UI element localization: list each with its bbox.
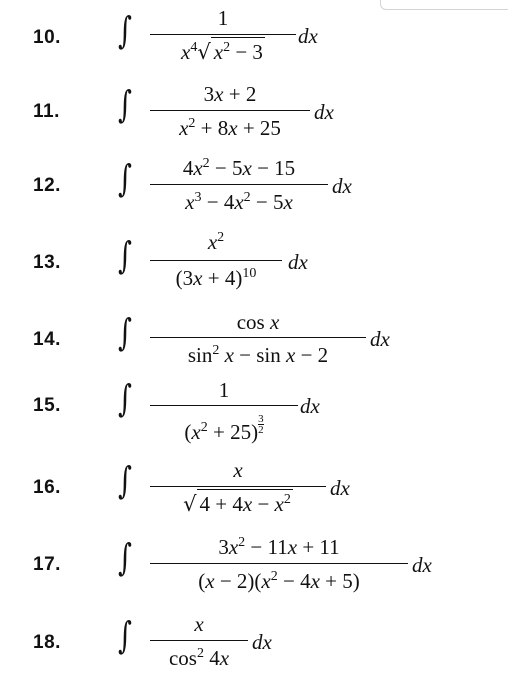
denominator: $(3x + 4)^{10}$ (175, 266, 257, 290)
denominator: √ $4 + 4x - x^2$ (150, 494, 326, 515)
differential: dx (370, 327, 390, 351)
problem-number: 12. (33, 175, 61, 196)
differential: dx (412, 553, 432, 577)
integral-sign: ∫ (118, 459, 132, 502)
integral-sign: ∫ (118, 377, 132, 420)
denominator: $x^3 - 4x^2 - 5x$ (185, 190, 293, 214)
fraction-bar (150, 184, 328, 185)
integral-sign: ∫ (118, 311, 132, 354)
integral-sign: ∫ (118, 9, 132, 52)
fraction-bar (150, 260, 282, 261)
integral-sign: ∫ (118, 83, 132, 126)
window-corner-tab (380, 0, 508, 10)
problem-number: 17. (33, 554, 61, 575)
numerator: $x^2$ (207, 230, 225, 254)
denominator: $(x^2 + 25)$ $\frac{3}{2}$ (184, 413, 264, 444)
numerator: cos x (236, 310, 280, 334)
denominator: $\cos^2 4x$ (168, 646, 230, 670)
fraction-bar (150, 563, 408, 564)
fraction-bar (150, 34, 296, 35)
numerator: x (233, 458, 243, 482)
denominator: $\sin^2 x - \sin x - 2$ (187, 343, 329, 367)
numerator: 1 (218, 378, 230, 402)
differential: dx (288, 250, 308, 274)
integral-sign: ∫ (118, 157, 132, 200)
problem-number: 13. (33, 252, 61, 273)
problem-number: 16. (33, 477, 61, 498)
problem-number: 11. (33, 101, 60, 122)
fraction-bar (150, 640, 248, 641)
fraction-bar (150, 337, 366, 338)
numerator: 3x + 2 (203, 82, 257, 106)
fraction-bar (150, 110, 310, 111)
problem-number: 10. (33, 27, 61, 48)
differential: dx (300, 394, 320, 418)
differential: dx (298, 24, 318, 48)
denominator: $(x - 2)(x^2 - 4x + 5)$ (198, 569, 360, 593)
numerator: $3x^2 - 11x + 11$ (218, 535, 340, 559)
differential: dx (252, 630, 272, 654)
problem-number: 15. (33, 395, 61, 416)
problem-number: 18. (33, 632, 61, 653)
numerator: 1 (217, 6, 229, 30)
problem-number: 14. (33, 329, 61, 350)
denominator: $x^2 + 8x + 25$ (179, 116, 281, 140)
differential: dx (330, 476, 350, 500)
fraction-bar (150, 405, 298, 406)
integral-sign: ∫ (118, 614, 132, 657)
numerator: x (194, 612, 204, 636)
denominator: $x^4√$ $x^2 - 3$ (150, 42, 296, 63)
differential: dx (314, 100, 334, 124)
integral-sign: ∫ (118, 234, 132, 277)
differential: dx (332, 174, 352, 198)
numerator: $4x^2 - 5x - 15$ (182, 156, 296, 180)
integral-sign: ∫ (118, 536, 132, 579)
fraction-bar (150, 486, 326, 487)
